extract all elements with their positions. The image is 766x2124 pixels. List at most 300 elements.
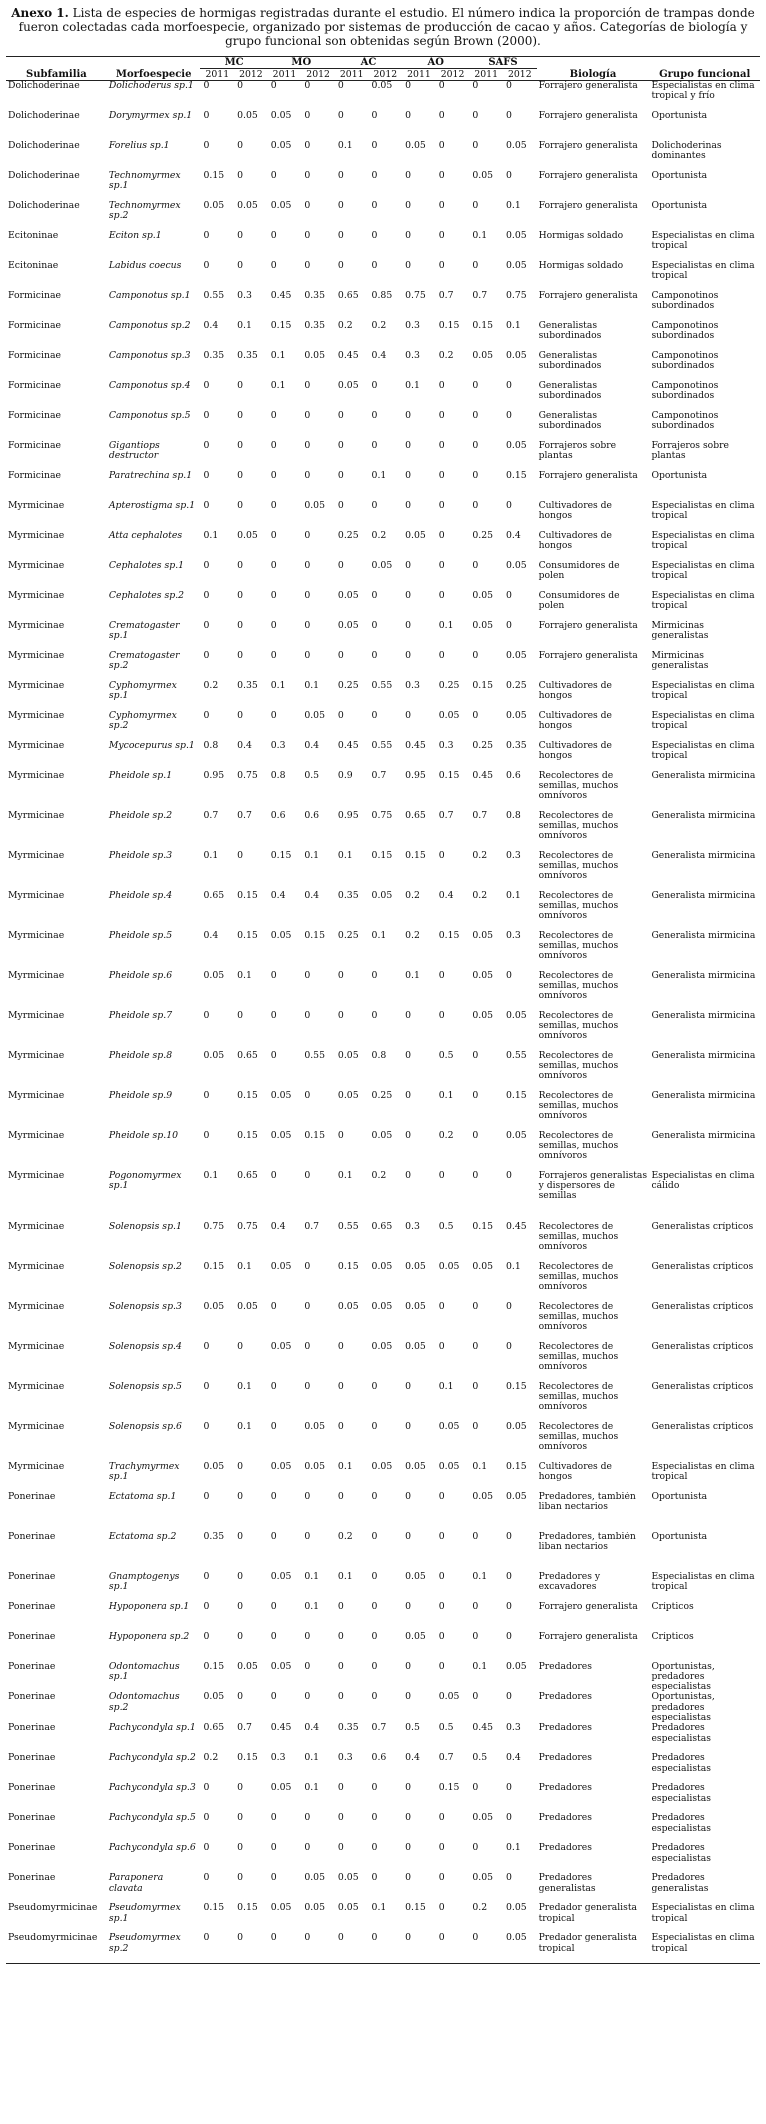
biologia-cell: Forrajero generalista: [538, 1601, 638, 1612]
biologia-cell: Recolectores de semillas, muchos omnívoros: [538, 1221, 619, 1253]
morfoespecie-cell: Pachycondyla sp.6: [108, 1843, 196, 1854]
grupo-funcional-cell: Especialistas en clima tropical: [651, 680, 755, 701]
value-mc-2011: 0.05: [203, 970, 225, 981]
grupo-funcional-cell: Oportunista: [651, 1531, 708, 1542]
value-safs-2012: 0.15: [505, 470, 527, 481]
value-safs-2012: 0.05: [505, 650, 527, 661]
grupo-funcional-cell: Oportunista: [651, 200, 708, 211]
value-safs-2011: 0: [472, 710, 479, 721]
value-ao-2011: 0.65: [405, 810, 426, 821]
value-mc-2011: 0.1: [203, 1170, 219, 1181]
biologia-cell: Generalistas subordinados: [538, 380, 602, 401]
value-safs-2011: 0.7: [472, 810, 488, 821]
grupo-funcional-cell: Especialistas en clima tropical: [651, 530, 755, 551]
subfamilia-cell: Ponerinae: [8, 1843, 56, 1854]
table-row: [6, 411, 760, 441]
morfoespecie-cell: Forelius sp.1: [108, 140, 170, 151]
value-ao-2012: 0: [436, 1933, 470, 1963]
value-ac-2011: 0.15: [337, 1261, 359, 1272]
morfoespecie-cell: Pachycondyla sp.2: [108, 1753, 196, 1764]
value-mo-2012: 0.1: [304, 1753, 320, 1764]
value-ac-2012: 0: [371, 1661, 378, 1672]
value-ac-2011: 0.25: [337, 930, 359, 941]
value-safs-2011: 0.05: [472, 590, 494, 601]
subfamilia-cell: Formicinae: [8, 470, 61, 481]
value-ao-2012: 0: [438, 1843, 445, 1854]
value-mo-2011: 0.05: [270, 1341, 292, 1352]
value-ac-2012: 0: [371, 380, 378, 391]
value-ao-2012: 0.7: [438, 1753, 454, 1764]
value-safs-2011: 0.15: [472, 680, 494, 691]
table-row: [6, 1262, 760, 1302]
subfamilia-cell: Myrmicinae: [8, 1261, 65, 1272]
value-ac-2011: 0.9: [337, 770, 353, 781]
subfamilia-cell: Formicinae: [8, 410, 61, 421]
morfoespecie-cell: Pheidole sp.2: [108, 810, 173, 821]
value-safs-2011: 0.05: [472, 1873, 494, 1884]
value-mc-2012: 0: [237, 1631, 244, 1642]
value-ac-2011: 0.05: [337, 1903, 359, 1914]
value-ac-2012: 0.4: [371, 350, 387, 361]
value-mc-2012: 0: [237, 1461, 244, 1472]
value-ac-2011: 0.95: [337, 810, 359, 821]
biologia-cell: Forrajero generalista: [538, 650, 638, 661]
table-row: [6, 381, 760, 411]
subfamilia-cell: Ecitoninae: [8, 230, 59, 241]
value-mo-2011: 0: [270, 1010, 277, 1021]
table-row: [6, 931, 760, 971]
value-ac-2012: 0: [371, 1813, 378, 1824]
value-mo-2011: 0.05: [270, 1903, 292, 1914]
table-row: [6, 681, 760, 711]
value-ao-2011: 0: [405, 410, 412, 421]
value-safs-2011: 0.05: [472, 1010, 494, 1021]
biologia-cell: Hormigas soldado: [538, 260, 624, 271]
grupo-funcional-cell: Generalista mirmicina: [651, 1050, 756, 1061]
value-mo-2011: 0.45: [270, 290, 292, 301]
value-safs-2011: 0: [472, 1531, 479, 1542]
value-ac-2011: 0: [337, 1491, 344, 1502]
value-safs-2011: 0: [472, 1170, 479, 1181]
grupo-funcional-cell: Oportunista: [651, 470, 708, 481]
value-mc-2012: 0.15: [237, 1903, 258, 1914]
value-ao-2011: 0.5: [405, 1723, 420, 1734]
value-mc-2011: 0.4: [203, 320, 219, 331]
subfamilia-cell: Ponerinae: [8, 1531, 56, 1542]
value-mc-2012: 0.1: [237, 970, 252, 981]
value-ac-2011: 0: [337, 1381, 344, 1392]
value-mo-2011: 0: [270, 1050, 277, 1061]
value-mc-2011: 0: [203, 1341, 210, 1352]
value-safs-2011: 0.2: [472, 890, 488, 901]
value-mc-2011: 0.4: [203, 930, 219, 941]
morfoespecie-cell: Cyphomyrmex sp.1: [108, 680, 177, 701]
value-safs-2011: 0: [472, 650, 479, 661]
value-mc-2012: 0: [237, 1010, 244, 1021]
table-row: [6, 1662, 760, 1693]
subfamilia-cell: Ponerinae: [8, 1631, 56, 1642]
value-safs-2011: 0: [472, 1090, 479, 1101]
subfamilia-cell: Dolichoderinae: [8, 170, 80, 181]
table-row: [6, 1051, 760, 1091]
grupo-funcional-cell: Generalista mirmicina: [651, 1010, 756, 1021]
table-row: [6, 111, 760, 141]
value-ao-2012: 0: [438, 1631, 445, 1642]
value-mo-2012: 0: [304, 260, 311, 271]
value-safs-2011: 0: [472, 1783, 479, 1794]
value-safs-2012: 0: [505, 500, 512, 511]
table-row: [6, 771, 760, 811]
value-mo-2012: 0: [304, 1381, 311, 1392]
table-row: [6, 1572, 760, 1602]
subfamilia-cell: Formicinae: [8, 290, 61, 301]
value-mc-2012: 0: [237, 1601, 244, 1612]
morfoespecie-cell: Cephalotes sp.1: [108, 560, 185, 571]
value-ao-2012: 0.15: [438, 320, 460, 331]
grupo-funcional-cell: Generalista mirmicina: [651, 810, 756, 821]
value-mc-2011: 0: [203, 1783, 210, 1794]
value-ac-2011: 0: [337, 1783, 344, 1794]
value-safs-2011: 0: [472, 1421, 479, 1432]
header-year: 2011: [205, 69, 230, 80]
value-mo-2011: 0.05: [270, 1661, 292, 1672]
value-safs-2012: 0.05: [505, 1130, 527, 1141]
value-ao-2012: 0: [438, 170, 445, 181]
value-ac-2012: 0: [371, 590, 378, 601]
value-mo-2012: 0: [304, 650, 311, 661]
value-mo-2012: 0.1: [304, 1571, 320, 1582]
subfamilia-cell: Formicinae: [8, 320, 61, 331]
grupo-funcional-cell: Mirmicinas generalistas: [651, 650, 709, 671]
value-mc-2012: 0: [237, 1491, 244, 1502]
header-year: 2012: [373, 69, 398, 80]
value-mo-2012: 0: [304, 1090, 311, 1101]
value-mo-2011: 0.3: [270, 1753, 286, 1764]
grupo-funcional-cell: Especialistas en clima cálido: [651, 1170, 755, 1191]
subfamilia-cell: Pseudomyrmicinae: [6, 1933, 107, 1963]
value-safs-2012: 0: [505, 1571, 512, 1582]
value-ac-2011: 0.05: [337, 1873, 359, 1884]
value-safs-2011: 0: [469, 1933, 503, 1963]
biologia-cell: Recolectores de semillas, muchos omnívoros: [538, 850, 619, 882]
value-ao-2011: 0: [402, 1933, 436, 1963]
value-ac-2011: 0.05: [337, 620, 359, 631]
value-ao-2011: 0.3: [405, 350, 420, 361]
value-ac-2011: 0.2: [337, 320, 353, 331]
value-safs-2011: 0: [472, 1130, 479, 1141]
value-mo-2012: 0: [304, 1170, 311, 1181]
value-mc-2011: 0.05: [203, 1692, 225, 1703]
value-ac-2011: 0.45: [337, 740, 359, 751]
value-ao-2011: 0.05: [405, 1261, 426, 1272]
value-ao-2011: 0: [405, 1010, 412, 1021]
value-mc-2012: 0.35: [237, 350, 258, 361]
value-ac-2012: 0.1: [371, 930, 387, 941]
morfoespecie-cell: Gnamptogenys sp.1: [108, 1571, 180, 1592]
table-row: [6, 81, 760, 111]
table-row: [6, 1632, 760, 1662]
value-safs-2011: 0.1: [472, 230, 488, 241]
table-row: [6, 1873, 760, 1903]
value-ac-2012: 0.05: [371, 890, 393, 901]
morfoespecie-cell: Camponotus sp.1: [108, 290, 191, 301]
biologia-cell: Cultivadores de hongos: [538, 1461, 612, 1482]
value-mc-2011: 0.8: [203, 740, 219, 751]
table-caption: [8, 6, 758, 48]
value-mo-2011: 0.05: [270, 1261, 292, 1272]
grupo-funcional-cell: Dolichoderinas dominantes: [651, 140, 722, 161]
table-row: [6, 171, 760, 201]
value-mc-2012: 0: [237, 1692, 244, 1703]
value-mc-2011: 0.65: [203, 890, 225, 901]
value-mc-2012: 0: [237, 410, 244, 421]
biologia-cell: Recolectores de semillas, muchos omnívoros: [538, 1261, 619, 1293]
value-ac-2012: 0.2: [371, 530, 387, 541]
value-mc-2011: 0: [203, 1873, 210, 1884]
value-safs-2012: 0: [505, 1692, 512, 1703]
value-ao-2011: 0.05: [405, 530, 426, 541]
value-ac-2012: 0: [371, 1571, 378, 1582]
value-ao-2011: 0: [405, 440, 412, 451]
subfamilia-cell: Myrmicinae: [8, 530, 65, 541]
value-mc-2012: 0.15: [237, 1090, 258, 1101]
morfoespecie-cell: Camponotus sp.2: [108, 320, 191, 331]
value-ao-2012: 0: [438, 1571, 445, 1582]
value-ao-2012: 0: [438, 200, 445, 211]
value-mo-2011: 0.05: [270, 110, 292, 121]
value-mo-2011: 0: [270, 970, 277, 981]
value-safs-2011: 0.1: [472, 1571, 488, 1582]
value-safs-2012: 0: [505, 170, 512, 181]
grupo-funcional-cell: Crípticos: [651, 1601, 694, 1612]
value-ac-2011: 0: [337, 170, 344, 181]
table-row: [6, 531, 760, 561]
value-mo-2012: 0: [304, 1261, 311, 1272]
value-mo-2012: 0: [304, 80, 311, 91]
grupo-funcional-cell: Especialistas en clima tropical: [651, 230, 755, 251]
value-ac-2012: 0.15: [371, 850, 393, 861]
subfamilia-cell: Ponerinae: [8, 1873, 56, 1884]
value-safs-2012: 0.4: [505, 1753, 521, 1764]
value-ac-2011: 0: [337, 200, 344, 211]
morfoespecie-cell: Solenopsis sp.5: [108, 1381, 182, 1392]
value-ac-2012: 0: [371, 620, 378, 631]
value-mc-2011: 0.15: [203, 1261, 225, 1272]
value-mc-2012: 0: [237, 1873, 244, 1884]
value-ao-2012: 0: [438, 140, 445, 151]
value-mo-2012: 0.7: [304, 1221, 320, 1232]
value-ac-2012: 0: [371, 710, 378, 721]
grupo-funcional-cell: Generalista mirmicina: [651, 770, 756, 781]
morfoespecie-cell: Pheidole sp.4: [108, 890, 173, 901]
biologia-cell: Forrajero generalista: [538, 290, 638, 301]
biologia-cell: Predadores generalistas: [538, 1873, 596, 1894]
value-ac-2011: 0: [337, 110, 344, 121]
value-mc-2011: 0: [203, 410, 210, 421]
grupo-funcional-cell: Generalistas crípticos: [651, 1221, 754, 1232]
subfamilia-cell: Myrmicinae: [8, 500, 65, 511]
subfamilia-cell: Dolichoderinae: [8, 110, 80, 121]
value-mo-2011: 0.6: [270, 810, 286, 821]
value-ao-2011: 0: [405, 620, 412, 631]
value-mc-2011: 0.55: [203, 290, 225, 301]
header-row-systems: [6, 57, 760, 69]
header-year: 2012: [306, 69, 330, 80]
grupo-funcional-cell: Generalistas crípticos: [651, 1381, 754, 1392]
value-safs-2012: 0: [505, 410, 512, 421]
biologia-cell: Recolectores de semillas, muchos omnívoros: [538, 1130, 619, 1162]
value-ao-2012: 0: [438, 530, 445, 541]
value-mc-2011: 0.75: [203, 1221, 225, 1232]
subfamilia-cell: Myrmicinae: [8, 650, 65, 661]
value-ao-2012: 0.1: [438, 1090, 454, 1101]
header-system-mc: MC: [200, 57, 267, 69]
value-ao-2011: 0: [405, 500, 412, 511]
biologia-cell: Forrajeros sobre plantas: [538, 440, 617, 461]
value-ac-2012: 0.1: [371, 1903, 387, 1914]
value-mc-2012: 0.05: [237, 1301, 258, 1312]
value-safs-2012: 0: [505, 1783, 512, 1794]
value-ac-2012: 0.7: [371, 1723, 387, 1734]
value-mo-2012: 0: [304, 1010, 311, 1021]
value-ac-2012: 0.05: [371, 1261, 393, 1272]
value-mc-2012: 0.1: [237, 1381, 252, 1392]
biologia-cell: Predador generalista tropical: [538, 1903, 637, 1924]
value-safs-2012: 0.1: [505, 320, 521, 331]
value-ac-2011: 0: [337, 80, 344, 91]
table-row: [6, 1843, 760, 1873]
value-mc-2012: 0.4: [237, 740, 252, 751]
value-mc-2012: 0: [237, 260, 244, 271]
value-mc-2011: 0: [203, 380, 210, 391]
table-row: [6, 561, 760, 591]
biologia-cell: Forrajero generalista: [538, 200, 638, 211]
value-ac-2011: 0.25: [337, 680, 359, 691]
table-row: [6, 1602, 760, 1632]
value-mc-2011: 0: [203, 1843, 210, 1854]
value-ao-2012: 0: [438, 1531, 445, 1542]
value-mo-2012: 0: [304, 410, 311, 421]
value-ao-2011: 0.05: [405, 1341, 426, 1352]
value-ao-2011: 0: [405, 1783, 412, 1794]
value-mo-2011: 0: [270, 1843, 277, 1854]
value-safs-2011: 0.1: [472, 1461, 488, 1472]
value-safs-2012: 0.05: [505, 1421, 527, 1432]
value-mo-2011: 0: [270, 620, 277, 631]
value-ac-2012: 0.2: [371, 1170, 387, 1181]
value-safs-2011: 0.25: [472, 530, 494, 541]
value-safs-2012: 0.05: [505, 440, 527, 451]
table-row: [6, 1011, 760, 1051]
value-ac-2011: 0: [337, 1843, 344, 1854]
value-ao-2011: 0: [405, 1381, 412, 1392]
morfoespecie-cell: Pheidole sp.3: [108, 850, 173, 861]
biologia-cell: Forrajero generalista: [538, 1631, 638, 1642]
value-ao-2012: 0.05: [438, 1461, 460, 1472]
morfoespecie-cell: Hypoponera sp.2: [108, 1631, 190, 1642]
value-ao-2011: 0.3: [405, 320, 420, 331]
value-mc-2011: 0.95: [203, 770, 225, 781]
value-mo-2011: 0: [270, 1813, 277, 1824]
value-mc-2012: 0: [237, 1571, 244, 1582]
table-row: [6, 261, 760, 291]
header-system-mo: MO: [268, 57, 335, 69]
value-ao-2012: 0: [438, 1813, 445, 1824]
value-ac-2012: 0: [371, 1381, 378, 1392]
biologia-cell: Recolectores de semillas, muchos omnívoros: [538, 890, 619, 922]
value-ac-2011: 0: [337, 500, 344, 511]
value-mc-2012: 0.65: [237, 1050, 258, 1061]
value-ac-2012: 0: [371, 140, 378, 151]
grupo-funcional-cell: Generalista mirmicina: [651, 850, 756, 861]
table-row: [6, 1692, 760, 1723]
value-ao-2012: 0: [438, 850, 445, 861]
value-ao-2012: 0: [438, 590, 445, 601]
value-mc-2012: 0: [237, 170, 244, 181]
value-ao-2011: 0.05: [405, 1301, 426, 1312]
value-mo-2012: 0: [301, 1933, 335, 1963]
value-mo-2011: 0: [270, 560, 277, 571]
value-ac-2012: 0: [371, 1692, 378, 1703]
value-mo-2011: 0: [268, 1933, 302, 1963]
table-row: [6, 501, 760, 531]
morfoespecie-cell: Ectatoma sp.1: [108, 1491, 177, 1502]
value-ao-2011: 0: [405, 1873, 412, 1884]
value-ao-2011: 0: [405, 650, 412, 661]
value-mo-2011: 0.05: [270, 1090, 292, 1101]
value-mo-2011: 0.15: [270, 850, 292, 861]
subfamilia-cell: Dolichoderinae: [8, 200, 80, 211]
value-safs-2011: 0: [472, 560, 479, 571]
value-ac-2012: 0: [371, 230, 378, 241]
table-row: [6, 1171, 760, 1222]
grupo-funcional-cell: Generalista mirmicina: [651, 1130, 756, 1141]
biologia-cell: Hormigas soldado: [538, 230, 624, 241]
value-mc-2012: 0.7: [237, 810, 252, 821]
value-ac-2012: 0: [371, 1873, 378, 1884]
value-mo-2012: 0: [304, 140, 311, 151]
value-mo-2012: 0: [304, 530, 311, 541]
value-mo-2012: 0.05: [304, 1903, 326, 1914]
value-safs-2011: 0: [472, 1301, 479, 1312]
value-mo-2012: 0: [304, 1813, 311, 1824]
value-ac-2011: 0: [337, 260, 344, 271]
grupo-funcional-cell: Generalista mirmicina: [651, 890, 756, 901]
value-mo-2012: 0: [304, 470, 311, 481]
value-ao-2011: 0.1: [405, 380, 420, 391]
value-mo-2012: 0: [304, 970, 311, 981]
biologia-cell: Recolectores de semillas, muchos omnívoros: [538, 810, 619, 842]
value-ac-2011: 0.25: [337, 530, 359, 541]
value-mo-2012: 0.6: [304, 810, 320, 821]
value-safs-2011: 0: [472, 1341, 479, 1352]
value-ao-2011: 0.15: [405, 1903, 426, 1914]
value-ao-2011: 0.05: [405, 140, 426, 151]
value-ao-2011: 0: [405, 260, 412, 271]
value-mo-2012: 0.1: [304, 680, 320, 691]
value-mc-2012: 0.1: [237, 1421, 252, 1432]
subfamilia-cell: Myrmicinae: [8, 1421, 65, 1432]
grupo-funcional-cell: Especialistas en clima tropical y frío: [651, 80, 755, 102]
value-ao-2012: 0.25: [438, 680, 460, 691]
value-safs-2012: 0: [505, 1631, 512, 1642]
biologia-cell: Cultivadores de hongos: [538, 500, 612, 521]
value-mc-2012: 0: [237, 560, 244, 571]
value-mo-2011: 0.3: [270, 740, 286, 751]
morfoespecie-cell: Mycocepurus sp.1: [108, 740, 195, 751]
grupo-funcional-cell: Especialistas en clima tropical: [649, 1933, 760, 1963]
value-mo-2012: 0.35: [304, 290, 326, 301]
